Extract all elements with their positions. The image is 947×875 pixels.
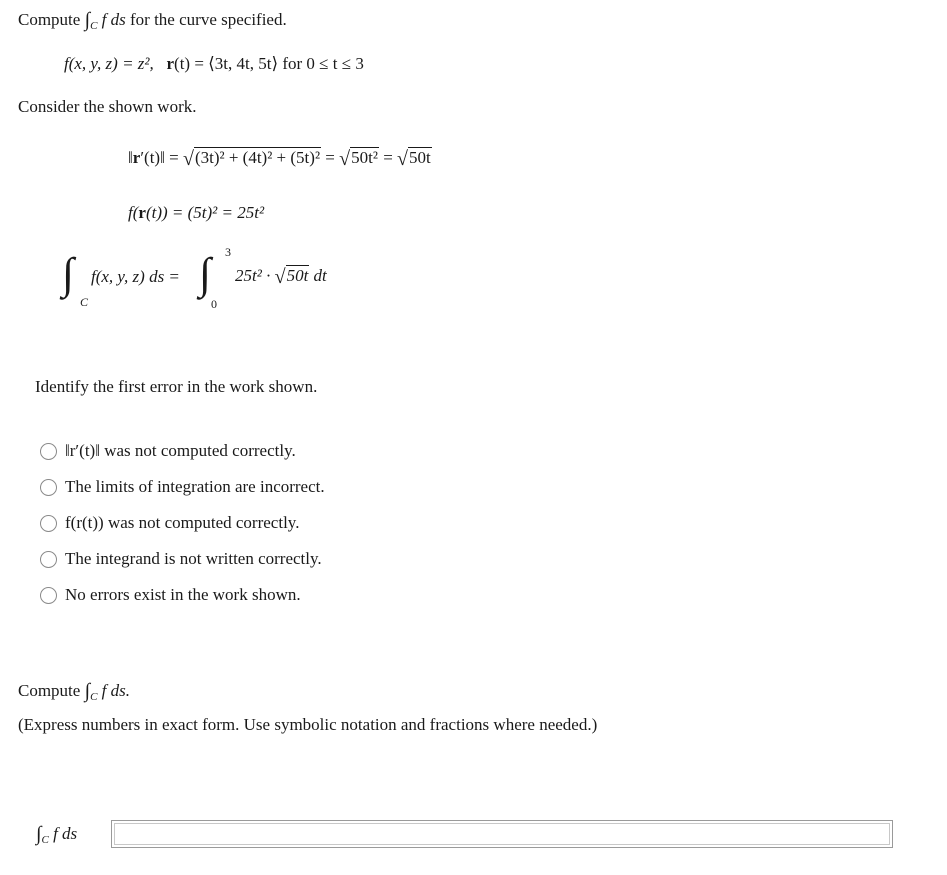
norm-r-symbol: r xyxy=(132,148,141,167)
definite-integrand xyxy=(235,264,327,287)
option-label-4[interactable]: The integrand is not written correctly. xyxy=(65,549,322,568)
option-label-1[interactable]: ‖r′(t)‖ was not computed correctly. xyxy=(65,441,296,460)
sqrt-50t2-content: 50t² xyxy=(351,148,378,167)
option-radio-2[interactable] xyxy=(40,479,57,496)
option-radio-1[interactable] xyxy=(40,443,57,460)
work-norm-line xyxy=(128,146,432,169)
question-text: Identify the first error in the work shown. xyxy=(35,377,318,396)
integral-symbol-2: ∫ xyxy=(84,680,91,702)
norm-open: ‖ xyxy=(128,148,133,167)
sqrt-50t-content: 50t xyxy=(409,148,431,167)
line-integral-sign: ∫ xyxy=(62,249,75,298)
integrand-text: f ds xyxy=(101,10,126,29)
sqrt-50t: √50t xyxy=(397,148,431,170)
sqrt-full-content: (3t)² + (4t)² + (5t)² xyxy=(194,148,321,167)
integral-subscript: C xyxy=(90,20,98,32)
integrand-text-2: f ds. xyxy=(101,681,131,700)
option-label-5[interactable]: No errors exist in the work shown. xyxy=(65,585,301,604)
integrand-sqrt: √50t xyxy=(274,266,309,288)
r-vector-symbol: r xyxy=(166,54,175,73)
integral-subscript-2: C xyxy=(90,691,98,703)
option-radio-3[interactable] xyxy=(40,515,57,532)
compute-word: Compute xyxy=(18,10,81,29)
f-of-r-bold-r: r xyxy=(138,203,146,222)
norm-close: ′(t)‖ = xyxy=(140,148,179,167)
work-f-of-r-line xyxy=(128,203,264,223)
integrand-part-a: 25t² · xyxy=(235,266,271,285)
option-label-2[interactable]: The limits of integration are incorrect. xyxy=(65,477,325,496)
equals-sign-2: = xyxy=(383,148,393,167)
f-definition: f(x, y, z) = z², xyxy=(64,54,154,73)
answer-integral-symbol: ∫ xyxy=(36,823,42,845)
sqrt-50t2: √50t² xyxy=(339,148,378,170)
prompt-tail: for the curve specified. xyxy=(130,10,287,29)
integrand-sqrt-content: 50t xyxy=(286,266,309,285)
option-radio-5[interactable] xyxy=(40,587,57,604)
compute-line-2 xyxy=(18,679,130,703)
answer-integral-subscript: C xyxy=(41,834,49,846)
lower-limit: 0 xyxy=(211,297,217,311)
prompt-line xyxy=(18,8,287,32)
instructions-text: (Express numbers in exact form. Use symbolic notation and fractions where needed.) xyxy=(18,715,598,734)
answer-integrand: f ds xyxy=(53,824,78,843)
option-radio-4[interactable] xyxy=(40,551,57,568)
definite-integral-sign: ∫ xyxy=(199,249,212,298)
consider-text: Consider the shown work. xyxy=(18,97,197,116)
compute-word-2: Compute xyxy=(18,681,81,700)
option-label-3[interactable]: f(r(t)) was not computed correctly. xyxy=(65,513,300,532)
given-definitions xyxy=(64,54,364,74)
line-integral-lhs: f(x, y, z) ds = xyxy=(91,267,180,286)
answer-label xyxy=(36,822,77,846)
f-of-r-part-a: f( xyxy=(128,203,139,222)
equals-sign-1: = xyxy=(325,148,335,167)
r-definition: (t) = ⟨3t, 4t, 5t⟩ for 0 ≤ t ≤ 3 xyxy=(174,54,364,73)
upper-limit: 3 xyxy=(225,245,231,259)
line-integral-subscript: C xyxy=(80,295,89,309)
answer-input[interactable] xyxy=(111,820,893,848)
integral-symbol: ∫ xyxy=(84,9,91,31)
sqrt-full-expression: √(3t)² + (4t)² + (5t)² xyxy=(182,148,321,170)
f-of-r-part-b: (t)) = (5t)² = 25t² xyxy=(145,203,265,222)
integrand-dt: dt xyxy=(313,266,327,285)
